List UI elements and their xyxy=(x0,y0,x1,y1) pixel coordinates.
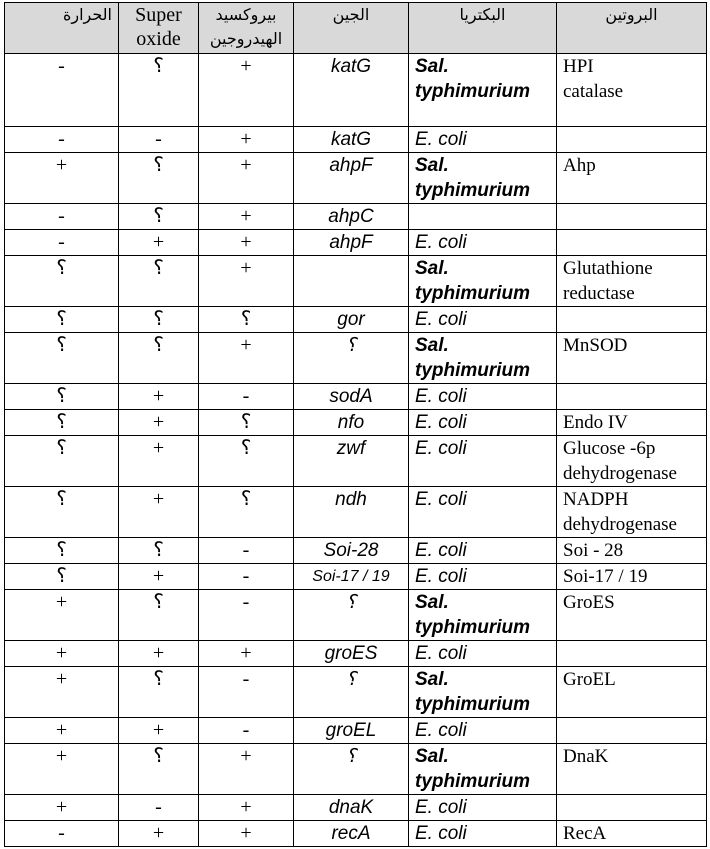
table-row xyxy=(5,127,707,153)
header-heat: الحرارة xyxy=(5,3,119,54)
cell-protein xyxy=(557,384,707,410)
cell-protein: MnSOD xyxy=(557,333,707,384)
cell-protein: NADPH dehydrogenase xyxy=(557,487,707,538)
cell-heat: ؟ xyxy=(5,384,119,410)
cell-protein: HPI catalase xyxy=(557,54,707,127)
table-row xyxy=(5,204,707,230)
cell-superoxide: + xyxy=(119,436,199,487)
cell-gene: ahpF xyxy=(294,153,409,204)
cell-bacteria: E. coli xyxy=(409,795,557,821)
cell-superoxide: ؟ xyxy=(119,54,199,127)
stress-genes-table xyxy=(4,2,707,847)
cell-superoxide: + xyxy=(119,230,199,256)
cell-gene xyxy=(294,256,409,307)
cell-superoxide: ؟ xyxy=(119,333,199,384)
cell-protein: GroEL xyxy=(557,667,707,718)
cell-bacteria: E. coli xyxy=(409,564,557,590)
cell-h2o2: - xyxy=(199,564,294,590)
cell-protein xyxy=(557,307,707,333)
cell-h2o2: + xyxy=(199,127,294,153)
table-row xyxy=(5,821,707,847)
cell-superoxide: ؟ xyxy=(119,667,199,718)
cell-superoxide: + xyxy=(119,410,199,436)
cell-heat: - xyxy=(5,821,119,847)
cell-heat: ؟ xyxy=(5,487,119,538)
cell-bacteria: E. coli xyxy=(409,307,557,333)
cell-protein xyxy=(557,718,707,744)
table-row xyxy=(5,54,707,127)
cell-gene: ahpF xyxy=(294,230,409,256)
cell-bacteria: E. coli xyxy=(409,487,557,538)
table-row xyxy=(5,564,707,590)
cell-heat: + xyxy=(5,641,119,667)
cell-heat: ؟ xyxy=(5,538,119,564)
cell-heat: - xyxy=(5,204,119,230)
cell-gene: ؟ xyxy=(294,667,409,718)
cell-gene: nfo xyxy=(294,410,409,436)
cell-heat: + xyxy=(5,718,119,744)
cell-superoxide: ؟ xyxy=(119,153,199,204)
cell-heat: ؟ xyxy=(5,436,119,487)
cell-heat: + xyxy=(5,744,119,795)
cell-protein: Soi - 28 xyxy=(557,538,707,564)
cell-gene: ahpC xyxy=(294,204,409,230)
table-row xyxy=(5,333,707,384)
cell-h2o2: - xyxy=(199,384,294,410)
cell-bacteria: E. coli xyxy=(409,821,557,847)
cell-bacteria: E. coli xyxy=(409,384,557,410)
cell-h2o2: + xyxy=(199,153,294,204)
table-row xyxy=(5,795,707,821)
cell-bacteria: Sal. typhimurium xyxy=(409,256,557,307)
cell-gene: ndh xyxy=(294,487,409,538)
cell-bacteria: Sal. typhimurium xyxy=(409,590,557,641)
cell-gene: ؟ xyxy=(294,744,409,795)
cell-h2o2: + xyxy=(199,333,294,384)
cell-h2o2: + xyxy=(199,641,294,667)
cell-h2o2: ؟ xyxy=(199,307,294,333)
cell-heat: - xyxy=(5,54,119,127)
cell-gene: Soi-17 / 19 xyxy=(294,564,409,590)
cell-protein: Glucose -6p dehydrogenase xyxy=(557,436,707,487)
cell-superoxide: + xyxy=(119,821,199,847)
cell-h2o2: + xyxy=(199,230,294,256)
cell-protein: Ahp xyxy=(557,153,707,204)
table-row xyxy=(5,384,707,410)
header-bacteria: البكتريا xyxy=(409,3,557,54)
cell-gene: gor xyxy=(294,307,409,333)
cell-h2o2: - xyxy=(199,667,294,718)
cell-gene: Soi-28 xyxy=(294,538,409,564)
cell-gene: ؟ xyxy=(294,590,409,641)
cell-heat: + xyxy=(5,795,119,821)
cell-bacteria xyxy=(409,204,557,230)
cell-h2o2: + xyxy=(199,256,294,307)
cell-superoxide: + xyxy=(119,564,199,590)
header-protein: البروتين xyxy=(557,3,707,54)
cell-superoxide: ؟ xyxy=(119,590,199,641)
cell-superoxide: - xyxy=(119,127,199,153)
cell-superoxide: + xyxy=(119,718,199,744)
cell-gene: katG xyxy=(294,127,409,153)
table-row xyxy=(5,641,707,667)
cell-heat: ؟ xyxy=(5,307,119,333)
cell-bacteria: E. coli xyxy=(409,410,557,436)
cell-h2o2: + xyxy=(199,204,294,230)
cell-superoxide: ؟ xyxy=(119,256,199,307)
cell-heat: ؟ xyxy=(5,333,119,384)
cell-heat: - xyxy=(5,230,119,256)
cell-gene: katG xyxy=(294,54,409,127)
cell-gene: dnaK xyxy=(294,795,409,821)
cell-superoxide: + xyxy=(119,641,199,667)
cell-bacteria: E. coli xyxy=(409,538,557,564)
table-row xyxy=(5,487,707,538)
cell-superoxide: ؟ xyxy=(119,204,199,230)
cell-h2o2: + xyxy=(199,54,294,127)
cell-gene: ؟ xyxy=(294,333,409,384)
cell-bacteria: Sal. typhimurium xyxy=(409,744,557,795)
cell-protein xyxy=(557,204,707,230)
header-gene: الجين xyxy=(294,3,409,54)
cell-gene: zwf xyxy=(294,436,409,487)
header-h2o2: بيروكسيد الهيدروجين xyxy=(199,3,294,54)
table-row xyxy=(5,667,707,718)
cell-h2o2: - xyxy=(199,590,294,641)
cell-gene: groEL xyxy=(294,718,409,744)
cell-superoxide: ؟ xyxy=(119,307,199,333)
cell-protein: Endo IV xyxy=(557,410,707,436)
cell-bacteria: E. coli xyxy=(409,718,557,744)
cell-gene: groES xyxy=(294,641,409,667)
cell-bacteria: Sal. typhimurium xyxy=(409,54,557,127)
cell-superoxide: + xyxy=(119,384,199,410)
cell-bacteria: Sal. typhimurium xyxy=(409,153,557,204)
table-row xyxy=(5,538,707,564)
cell-h2o2: ؟ xyxy=(199,436,294,487)
cell-bacteria: E. coli xyxy=(409,436,557,487)
cell-superoxide: ؟ xyxy=(119,538,199,564)
cell-h2o2: + xyxy=(199,744,294,795)
cell-h2o2: + xyxy=(199,821,294,847)
cell-heat: + xyxy=(5,590,119,641)
cell-protein: GroES xyxy=(557,590,707,641)
table-row xyxy=(5,410,707,436)
cell-heat: + xyxy=(5,667,119,718)
cell-protein: RecA xyxy=(557,821,707,847)
cell-bacteria: E. coli xyxy=(409,641,557,667)
cell-gene: sodA xyxy=(294,384,409,410)
cell-bacteria: Sal. typhimurium xyxy=(409,333,557,384)
header-row xyxy=(5,3,707,54)
cell-protein: Soi-17 / 19 xyxy=(557,564,707,590)
cell-protein: DnaK xyxy=(557,744,707,795)
table-row xyxy=(5,436,707,487)
cell-protein xyxy=(557,641,707,667)
cell-heat: + xyxy=(5,153,119,204)
cell-protein xyxy=(557,795,707,821)
cell-superoxide: ؟ xyxy=(119,744,199,795)
cell-gene: recA xyxy=(294,821,409,847)
header-superoxide: Super oxide xyxy=(119,3,199,54)
cell-protein xyxy=(557,230,707,256)
cell-protein: Glutathione reductase xyxy=(557,256,707,307)
cell-h2o2: ؟ xyxy=(199,487,294,538)
cell-h2o2: + xyxy=(199,795,294,821)
table-row xyxy=(5,744,707,795)
table-row xyxy=(5,230,707,256)
table-row xyxy=(5,256,707,307)
cell-heat: ؟ xyxy=(5,410,119,436)
cell-bacteria: E. coli xyxy=(409,230,557,256)
cell-heat: ؟ xyxy=(5,256,119,307)
cell-h2o2: ؟ xyxy=(199,410,294,436)
table-row xyxy=(5,718,707,744)
cell-heat: - xyxy=(5,127,119,153)
cell-superoxide: - xyxy=(119,795,199,821)
cell-bacteria: E. coli xyxy=(409,127,557,153)
cell-heat: ؟ xyxy=(5,564,119,590)
cell-h2o2: - xyxy=(199,718,294,744)
table-row xyxy=(5,153,707,204)
cell-bacteria: Sal. typhimurium xyxy=(409,667,557,718)
table-row xyxy=(5,590,707,641)
cell-superoxide: + xyxy=(119,487,199,538)
cell-h2o2: - xyxy=(199,538,294,564)
table-row xyxy=(5,307,707,333)
cell-protein xyxy=(557,127,707,153)
